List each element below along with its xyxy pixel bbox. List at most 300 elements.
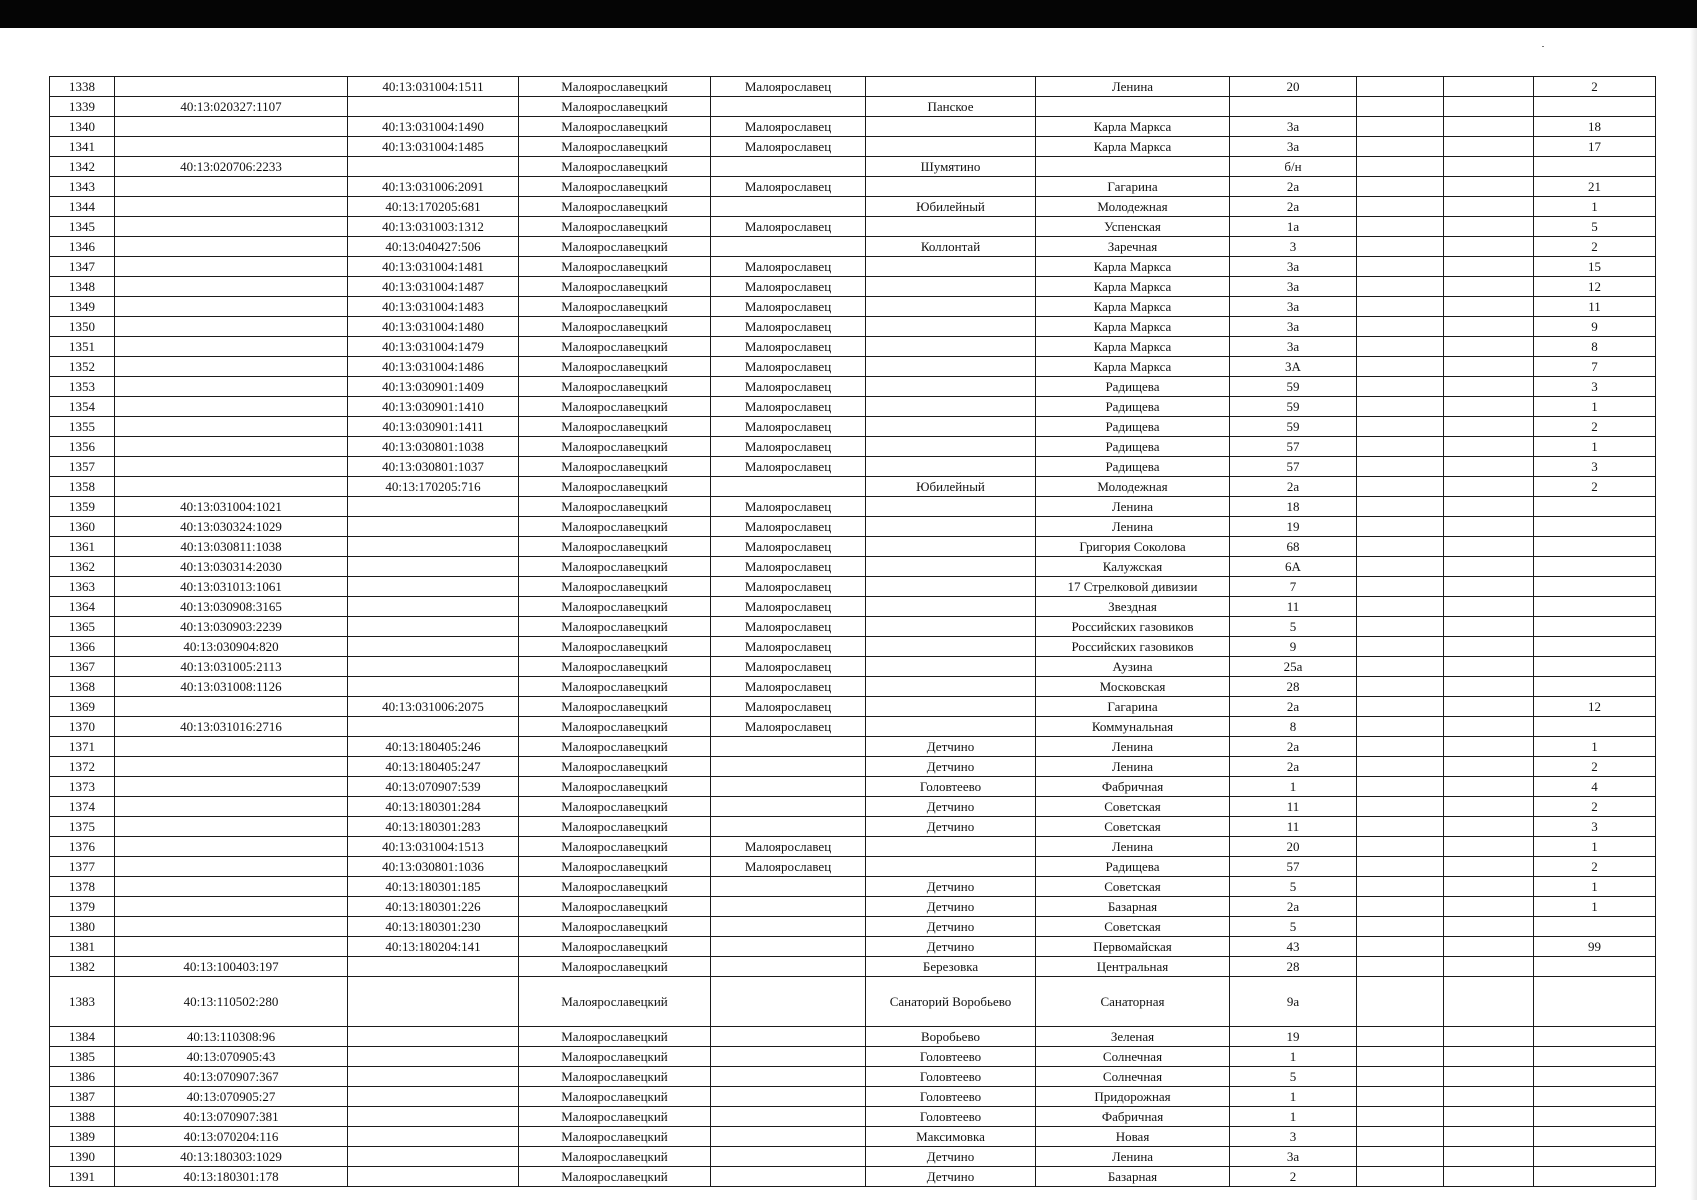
- structure-cell: [1444, 1127, 1534, 1147]
- city-cell: [711, 237, 866, 257]
- house-cell: 1: [1230, 1107, 1357, 1127]
- building-cell: [1357, 597, 1444, 617]
- building-cadastral-number-cell: [115, 237, 348, 257]
- house-cell: 3а: [1230, 257, 1357, 277]
- district-cell: Малоярославецкий: [519, 1167, 711, 1187]
- district-cell: Малоярославецкий: [519, 197, 711, 217]
- building-cadastral-number-cell: 40:13:100403:197: [115, 957, 348, 977]
- premises-cadastral-number-cell: [348, 637, 519, 657]
- building-cadastral-number-cell: [115, 377, 348, 397]
- house-cell: 1: [1230, 777, 1357, 797]
- city-cell: Малоярославец: [711, 577, 866, 597]
- building-cadastral-number-cell: [115, 297, 348, 317]
- row-number-cell: 1363: [50, 577, 115, 597]
- city-cell: Малоярославец: [711, 77, 866, 97]
- building-cell: [1357, 217, 1444, 237]
- city-cell: [711, 1087, 866, 1107]
- premises-cadastral-number-cell: 40:13:030801:1036: [348, 857, 519, 877]
- row-number-cell: 1356: [50, 437, 115, 457]
- locality-cell: Детчино: [866, 1167, 1036, 1187]
- street-cell: Базарная: [1036, 1167, 1230, 1187]
- structure-cell: [1444, 537, 1534, 557]
- locality-cell: Детчино: [866, 817, 1036, 837]
- street-cell: Аузина: [1036, 657, 1230, 677]
- premises-cadastral-number-cell: 40:13:031004:1485: [348, 137, 519, 157]
- row-number-cell: 1339: [50, 97, 115, 117]
- apartment-cell: 1: [1534, 837, 1656, 857]
- structure-cell: [1444, 277, 1534, 297]
- city-cell: Малоярославец: [711, 717, 866, 737]
- district-cell: Малоярославецкий: [519, 397, 711, 417]
- structure-cell: [1444, 677, 1534, 697]
- building-cadastral-number-cell: 40:13:031005:2113: [115, 657, 348, 677]
- building-cadastral-number-cell: [115, 917, 348, 937]
- building-cadastral-number-cell: [115, 877, 348, 897]
- district-cell: Малоярославецкий: [519, 1027, 711, 1047]
- structure-cell: [1444, 457, 1534, 477]
- building-cell: [1357, 957, 1444, 977]
- street-cell: Гагарина: [1036, 177, 1230, 197]
- building-cell: [1357, 777, 1444, 797]
- building-cadastral-number-cell: [115, 317, 348, 337]
- register-table-body: [50, 77, 1656, 1187]
- row-number-cell: 1347: [50, 257, 115, 277]
- house-cell: 2а: [1230, 697, 1357, 717]
- row-number-cell: 1359: [50, 497, 115, 517]
- building-cadastral-number-cell: 40:13:030904:820: [115, 637, 348, 657]
- street-cell: Ленина: [1036, 737, 1230, 757]
- premises-cadastral-number-cell: [348, 577, 519, 597]
- locality-cell: [866, 857, 1036, 877]
- row-number-cell: 1376: [50, 837, 115, 857]
- row-number-cell: 1368: [50, 677, 115, 697]
- city-cell: Малоярославец: [711, 417, 866, 437]
- district-cell: Малоярославецкий: [519, 177, 711, 197]
- building-cadastral-number-cell: 40:13:030314:2030: [115, 557, 348, 577]
- apartment-cell: [1534, 1127, 1656, 1147]
- city-cell: [711, 1047, 866, 1067]
- house-cell: 20: [1230, 77, 1357, 97]
- apartment-cell: [1534, 1047, 1656, 1067]
- locality-cell: Головтеево: [866, 1047, 1036, 1067]
- table-row: [50, 477, 1656, 497]
- building-cell: [1357, 257, 1444, 277]
- house-cell: 3А: [1230, 357, 1357, 377]
- district-cell: Малоярославецкий: [519, 637, 711, 657]
- premises-cadastral-number-cell: 40:13:031004:1480: [348, 317, 519, 337]
- house-cell: 59: [1230, 417, 1357, 437]
- district-cell: Малоярославецкий: [519, 597, 711, 617]
- city-cell: Малоярославец: [711, 557, 866, 577]
- apartment-cell: [1534, 517, 1656, 537]
- premises-cadastral-number-cell: [348, 717, 519, 737]
- structure-cell: [1444, 937, 1534, 957]
- house-cell: 1: [1230, 1047, 1357, 1067]
- district-cell: Малоярославецкий: [519, 257, 711, 277]
- locality-cell: [866, 217, 1036, 237]
- building-cell: [1357, 1167, 1444, 1187]
- table-row: [50, 177, 1656, 197]
- street-cell: Ленина: [1036, 757, 1230, 777]
- building-cadastral-number-cell: [115, 357, 348, 377]
- structure-cell: [1444, 697, 1534, 717]
- street-cell: Карла Маркса: [1036, 357, 1230, 377]
- district-cell: Малоярославецкий: [519, 237, 711, 257]
- house-cell: 20: [1230, 837, 1357, 857]
- city-cell: Малоярославец: [711, 297, 866, 317]
- street-cell: Карла Маркса: [1036, 297, 1230, 317]
- table-row: [50, 257, 1656, 277]
- premises-cadastral-number-cell: 40:13:031004:1511: [348, 77, 519, 97]
- row-number-cell: 1346: [50, 237, 115, 257]
- row-number-cell: 1372: [50, 757, 115, 777]
- district-cell: Малоярославецкий: [519, 557, 711, 577]
- apartment-cell: [1534, 1107, 1656, 1127]
- premises-cadastral-number-cell: [348, 517, 519, 537]
- structure-cell: [1444, 797, 1534, 817]
- row-number-cell: 1345: [50, 217, 115, 237]
- city-cell: Малоярославец: [711, 117, 866, 137]
- structure-cell: [1444, 977, 1534, 1027]
- house-cell: 3а: [1230, 117, 1357, 137]
- city-cell: [711, 1167, 866, 1187]
- building-cadastral-number-cell: 40:13:070907:381: [115, 1107, 348, 1127]
- structure-cell: [1444, 597, 1534, 617]
- table-row: [50, 537, 1656, 557]
- table-row: [50, 1087, 1656, 1107]
- locality-cell: Детчино: [866, 897, 1036, 917]
- building-cell: [1357, 1087, 1444, 1107]
- city-cell: Малоярославец: [711, 637, 866, 657]
- house-cell: 11: [1230, 797, 1357, 817]
- building-cell: [1357, 637, 1444, 657]
- building-cell: [1357, 517, 1444, 537]
- city-cell: [711, 917, 866, 937]
- building-cell: [1357, 177, 1444, 197]
- building-cadastral-number-cell: [115, 797, 348, 817]
- premises-cadastral-number-cell: 40:13:031004:1483: [348, 297, 519, 317]
- row-number-cell: 1338: [50, 77, 115, 97]
- locality-cell: Панское: [866, 97, 1036, 117]
- premises-cadastral-number-cell: 40:13:180405:246: [348, 737, 519, 757]
- row-number-cell: 1374: [50, 797, 115, 817]
- street-cell: Карла Маркса: [1036, 317, 1230, 337]
- locality-cell: [866, 317, 1036, 337]
- building-cell: [1357, 757, 1444, 777]
- premises-cadastral-number-cell: [348, 657, 519, 677]
- table-row: [50, 1047, 1656, 1067]
- district-cell: Малоярославецкий: [519, 157, 711, 177]
- district-cell: Малоярославецкий: [519, 737, 711, 757]
- row-number-cell: 1357: [50, 457, 115, 477]
- house-cell: 68: [1230, 537, 1357, 557]
- city-cell: Малоярославец: [711, 357, 866, 377]
- locality-cell: Детчино: [866, 937, 1036, 957]
- table-row: [50, 317, 1656, 337]
- structure-cell: [1444, 737, 1534, 757]
- row-number-cell: 1373: [50, 777, 115, 797]
- locality-cell: Детчино: [866, 757, 1036, 777]
- street-cell: 17 Стрелковой дивизии: [1036, 577, 1230, 597]
- table-row: [50, 697, 1656, 717]
- building-cell: [1357, 497, 1444, 517]
- house-cell: 43: [1230, 937, 1357, 957]
- street-cell: Карла Маркса: [1036, 337, 1230, 357]
- house-cell: 2а: [1230, 757, 1357, 777]
- table-row: [50, 977, 1656, 1027]
- structure-cell: [1444, 1047, 1534, 1067]
- scan-right-edge: [1690, 28, 1697, 1200]
- building-cell: [1357, 157, 1444, 177]
- building-cadastral-number-cell: [115, 477, 348, 497]
- building-cell: [1357, 557, 1444, 577]
- city-cell: [711, 937, 866, 957]
- house-cell: 3а: [1230, 1147, 1357, 1167]
- table-row: [50, 217, 1656, 237]
- premises-cadastral-number-cell: [348, 977, 519, 1027]
- structure-cell: [1444, 117, 1534, 137]
- street-cell: Первомайская: [1036, 937, 1230, 957]
- building-cell: [1357, 977, 1444, 1027]
- apartment-cell: 1: [1534, 397, 1656, 417]
- locality-cell: [866, 437, 1036, 457]
- locality-cell: Головтеево: [866, 1067, 1036, 1087]
- row-number-cell: 1384: [50, 1027, 115, 1047]
- premises-cadastral-number-cell: [348, 497, 519, 517]
- house-cell: 6А: [1230, 557, 1357, 577]
- street-cell: Солнечная: [1036, 1047, 1230, 1067]
- apartment-cell: [1534, 557, 1656, 577]
- street-cell: Новая: [1036, 1127, 1230, 1147]
- apartment-cell: 17: [1534, 137, 1656, 157]
- apartment-cell: [1534, 717, 1656, 737]
- street-cell: Радищева: [1036, 417, 1230, 437]
- premises-cadastral-number-cell: 40:13:030901:1411: [348, 417, 519, 437]
- locality-cell: Детчино: [866, 797, 1036, 817]
- building-cell: [1357, 857, 1444, 877]
- apartment-cell: 2: [1534, 797, 1656, 817]
- apartment-cell: 1: [1534, 737, 1656, 757]
- premises-cadastral-number-cell: [348, 1027, 519, 1047]
- table-row: [50, 837, 1656, 857]
- row-number-cell: 1358: [50, 477, 115, 497]
- building-cadastral-number-cell: [115, 337, 348, 357]
- street-cell: Придорожная: [1036, 1087, 1230, 1107]
- apartment-cell: 18: [1534, 117, 1656, 137]
- street-cell: Звездная: [1036, 597, 1230, 617]
- district-cell: Малоярославецкий: [519, 797, 711, 817]
- table-row: [50, 197, 1656, 217]
- district-cell: Малоярославецкий: [519, 757, 711, 777]
- premises-cadastral-number-cell: 40:13:170205:681: [348, 197, 519, 217]
- district-cell: Малоярославецкий: [519, 717, 711, 737]
- premises-cadastral-number-cell: [348, 617, 519, 637]
- row-number-cell: 1350: [50, 317, 115, 337]
- premises-cadastral-number-cell: 40:13:031004:1490: [348, 117, 519, 137]
- apartment-cell: 7: [1534, 357, 1656, 377]
- street-cell: Ленина: [1036, 517, 1230, 537]
- building-cell: [1357, 417, 1444, 437]
- building-cadastral-number-cell: 40:13:070905:43: [115, 1047, 348, 1067]
- house-cell: 3а: [1230, 137, 1357, 157]
- premises-cadastral-number-cell: [348, 557, 519, 577]
- premises-cadastral-number-cell: [348, 1087, 519, 1107]
- structure-cell: [1444, 77, 1534, 97]
- apartment-cell: 3: [1534, 817, 1656, 837]
- building-cadastral-number-cell: [115, 817, 348, 837]
- apartment-cell: [1534, 157, 1656, 177]
- district-cell: Малоярославецкий: [519, 297, 711, 317]
- street-cell: Российских газовиков: [1036, 617, 1230, 637]
- row-number-cell: 1353: [50, 377, 115, 397]
- apartment-cell: 1: [1534, 197, 1656, 217]
- apartment-cell: 4: [1534, 777, 1656, 797]
- building-cell: [1357, 457, 1444, 477]
- row-number-cell: 1391: [50, 1167, 115, 1187]
- structure-cell: [1444, 837, 1534, 857]
- locality-cell: [866, 397, 1036, 417]
- city-cell: [711, 877, 866, 897]
- locality-cell: [866, 537, 1036, 557]
- building-cell: [1357, 437, 1444, 457]
- district-cell: Малоярославецкий: [519, 357, 711, 377]
- city-cell: Малоярославец: [711, 257, 866, 277]
- district-cell: Малоярославецкий: [519, 437, 711, 457]
- city-cell: Малоярославец: [711, 677, 866, 697]
- table-row: [50, 657, 1656, 677]
- building-cell: [1357, 917, 1444, 937]
- table-row: [50, 557, 1656, 577]
- row-number-cell: 1387: [50, 1087, 115, 1107]
- street-cell: [1036, 97, 1230, 117]
- building-cell: [1357, 877, 1444, 897]
- district-cell: Малоярославецкий: [519, 517, 711, 537]
- table-row: [50, 737, 1656, 757]
- apartment-cell: [1534, 977, 1656, 1027]
- street-cell: Заречная: [1036, 237, 1230, 257]
- locality-cell: [866, 837, 1036, 857]
- table-row: [50, 597, 1656, 617]
- premises-cadastral-number-cell: 40:13:030801:1037: [348, 457, 519, 477]
- house-cell: 7: [1230, 577, 1357, 597]
- city-cell: Малоярославец: [711, 217, 866, 237]
- structure-cell: [1444, 197, 1534, 217]
- table-row: [50, 297, 1656, 317]
- building-cadastral-number-cell: 40:13:070905:27: [115, 1087, 348, 1107]
- premises-cadastral-number-cell: 40:13:030901:1409: [348, 377, 519, 397]
- row-number-cell: 1377: [50, 857, 115, 877]
- structure-cell: [1444, 897, 1534, 917]
- building-cell: [1357, 657, 1444, 677]
- house-cell: 2а: [1230, 737, 1357, 757]
- row-number-cell: 1360: [50, 517, 115, 537]
- house-cell: 57: [1230, 857, 1357, 877]
- house-cell: 5: [1230, 1067, 1357, 1087]
- district-cell: Малоярославецкий: [519, 677, 711, 697]
- district-cell: Малоярославецкий: [519, 1047, 711, 1067]
- street-cell: Советская: [1036, 797, 1230, 817]
- locality-cell: [866, 677, 1036, 697]
- district-cell: Малоярославецкий: [519, 77, 711, 97]
- premises-cadastral-number-cell: [348, 1067, 519, 1087]
- structure-cell: [1444, 177, 1534, 197]
- building-cadastral-number-cell: [115, 217, 348, 237]
- city-cell: Малоярославец: [711, 537, 866, 557]
- table-row: [50, 517, 1656, 537]
- house-cell: 3: [1230, 237, 1357, 257]
- structure-cell: [1444, 417, 1534, 437]
- city-cell: [711, 157, 866, 177]
- premises-cadastral-number-cell: 40:13:031004:1513: [348, 837, 519, 857]
- row-number-cell: 1375: [50, 817, 115, 837]
- house-cell: 1: [1230, 1087, 1357, 1107]
- structure-cell: [1444, 857, 1534, 877]
- city-cell: Малоярославец: [711, 317, 866, 337]
- table-row: [50, 817, 1656, 837]
- table-row: [50, 277, 1656, 297]
- building-cadastral-number-cell: [115, 257, 348, 277]
- building-cell: [1357, 897, 1444, 917]
- premises-cadastral-number-cell: 40:13:031004:1487: [348, 277, 519, 297]
- building-cell: [1357, 77, 1444, 97]
- street-cell: Ленина: [1036, 1147, 1230, 1167]
- structure-cell: [1444, 1027, 1534, 1047]
- building-cell: [1357, 477, 1444, 497]
- city-cell: Малоярославец: [711, 497, 866, 517]
- building-cell: [1357, 1107, 1444, 1127]
- house-cell: 11: [1230, 817, 1357, 837]
- table-row: [50, 677, 1656, 697]
- street-cell: Радищева: [1036, 857, 1230, 877]
- structure-cell: [1444, 357, 1534, 377]
- building-cell: [1357, 237, 1444, 257]
- structure-cell: [1444, 877, 1534, 897]
- apartment-cell: 3: [1534, 457, 1656, 477]
- building-cadastral-number-cell: [115, 277, 348, 297]
- house-cell: 9а: [1230, 977, 1357, 1027]
- city-cell: [711, 957, 866, 977]
- structure-cell: [1444, 1107, 1534, 1127]
- building-cell: [1357, 337, 1444, 357]
- structure-cell: [1444, 917, 1534, 937]
- street-cell: Советская: [1036, 877, 1230, 897]
- locality-cell: Березовка: [866, 957, 1036, 977]
- house-cell: 57: [1230, 437, 1357, 457]
- building-cell: [1357, 817, 1444, 837]
- apartment-cell: 5: [1534, 217, 1656, 237]
- city-cell: [711, 797, 866, 817]
- building-cadastral-number-cell: [115, 117, 348, 137]
- premises-cadastral-number-cell: [348, 1127, 519, 1147]
- table-row: [50, 1027, 1656, 1047]
- apartment-cell: 3: [1534, 377, 1656, 397]
- table-row: [50, 417, 1656, 437]
- premises-cadastral-number-cell: [348, 537, 519, 557]
- city-cell: Малоярославец: [711, 617, 866, 637]
- table-row: [50, 1067, 1656, 1087]
- city-cell: Малоярославец: [711, 277, 866, 297]
- row-number-cell: 1367: [50, 657, 115, 677]
- premises-cadastral-number-cell: [348, 1107, 519, 1127]
- table-row: [50, 637, 1656, 657]
- district-cell: Малоярославецкий: [519, 897, 711, 917]
- apartment-cell: [1534, 677, 1656, 697]
- city-cell: [711, 897, 866, 917]
- premises-cadastral-number-cell: [348, 1047, 519, 1067]
- district-cell: Малоярославецкий: [519, 577, 711, 597]
- building-cell: [1357, 1027, 1444, 1047]
- structure-cell: [1444, 397, 1534, 417]
